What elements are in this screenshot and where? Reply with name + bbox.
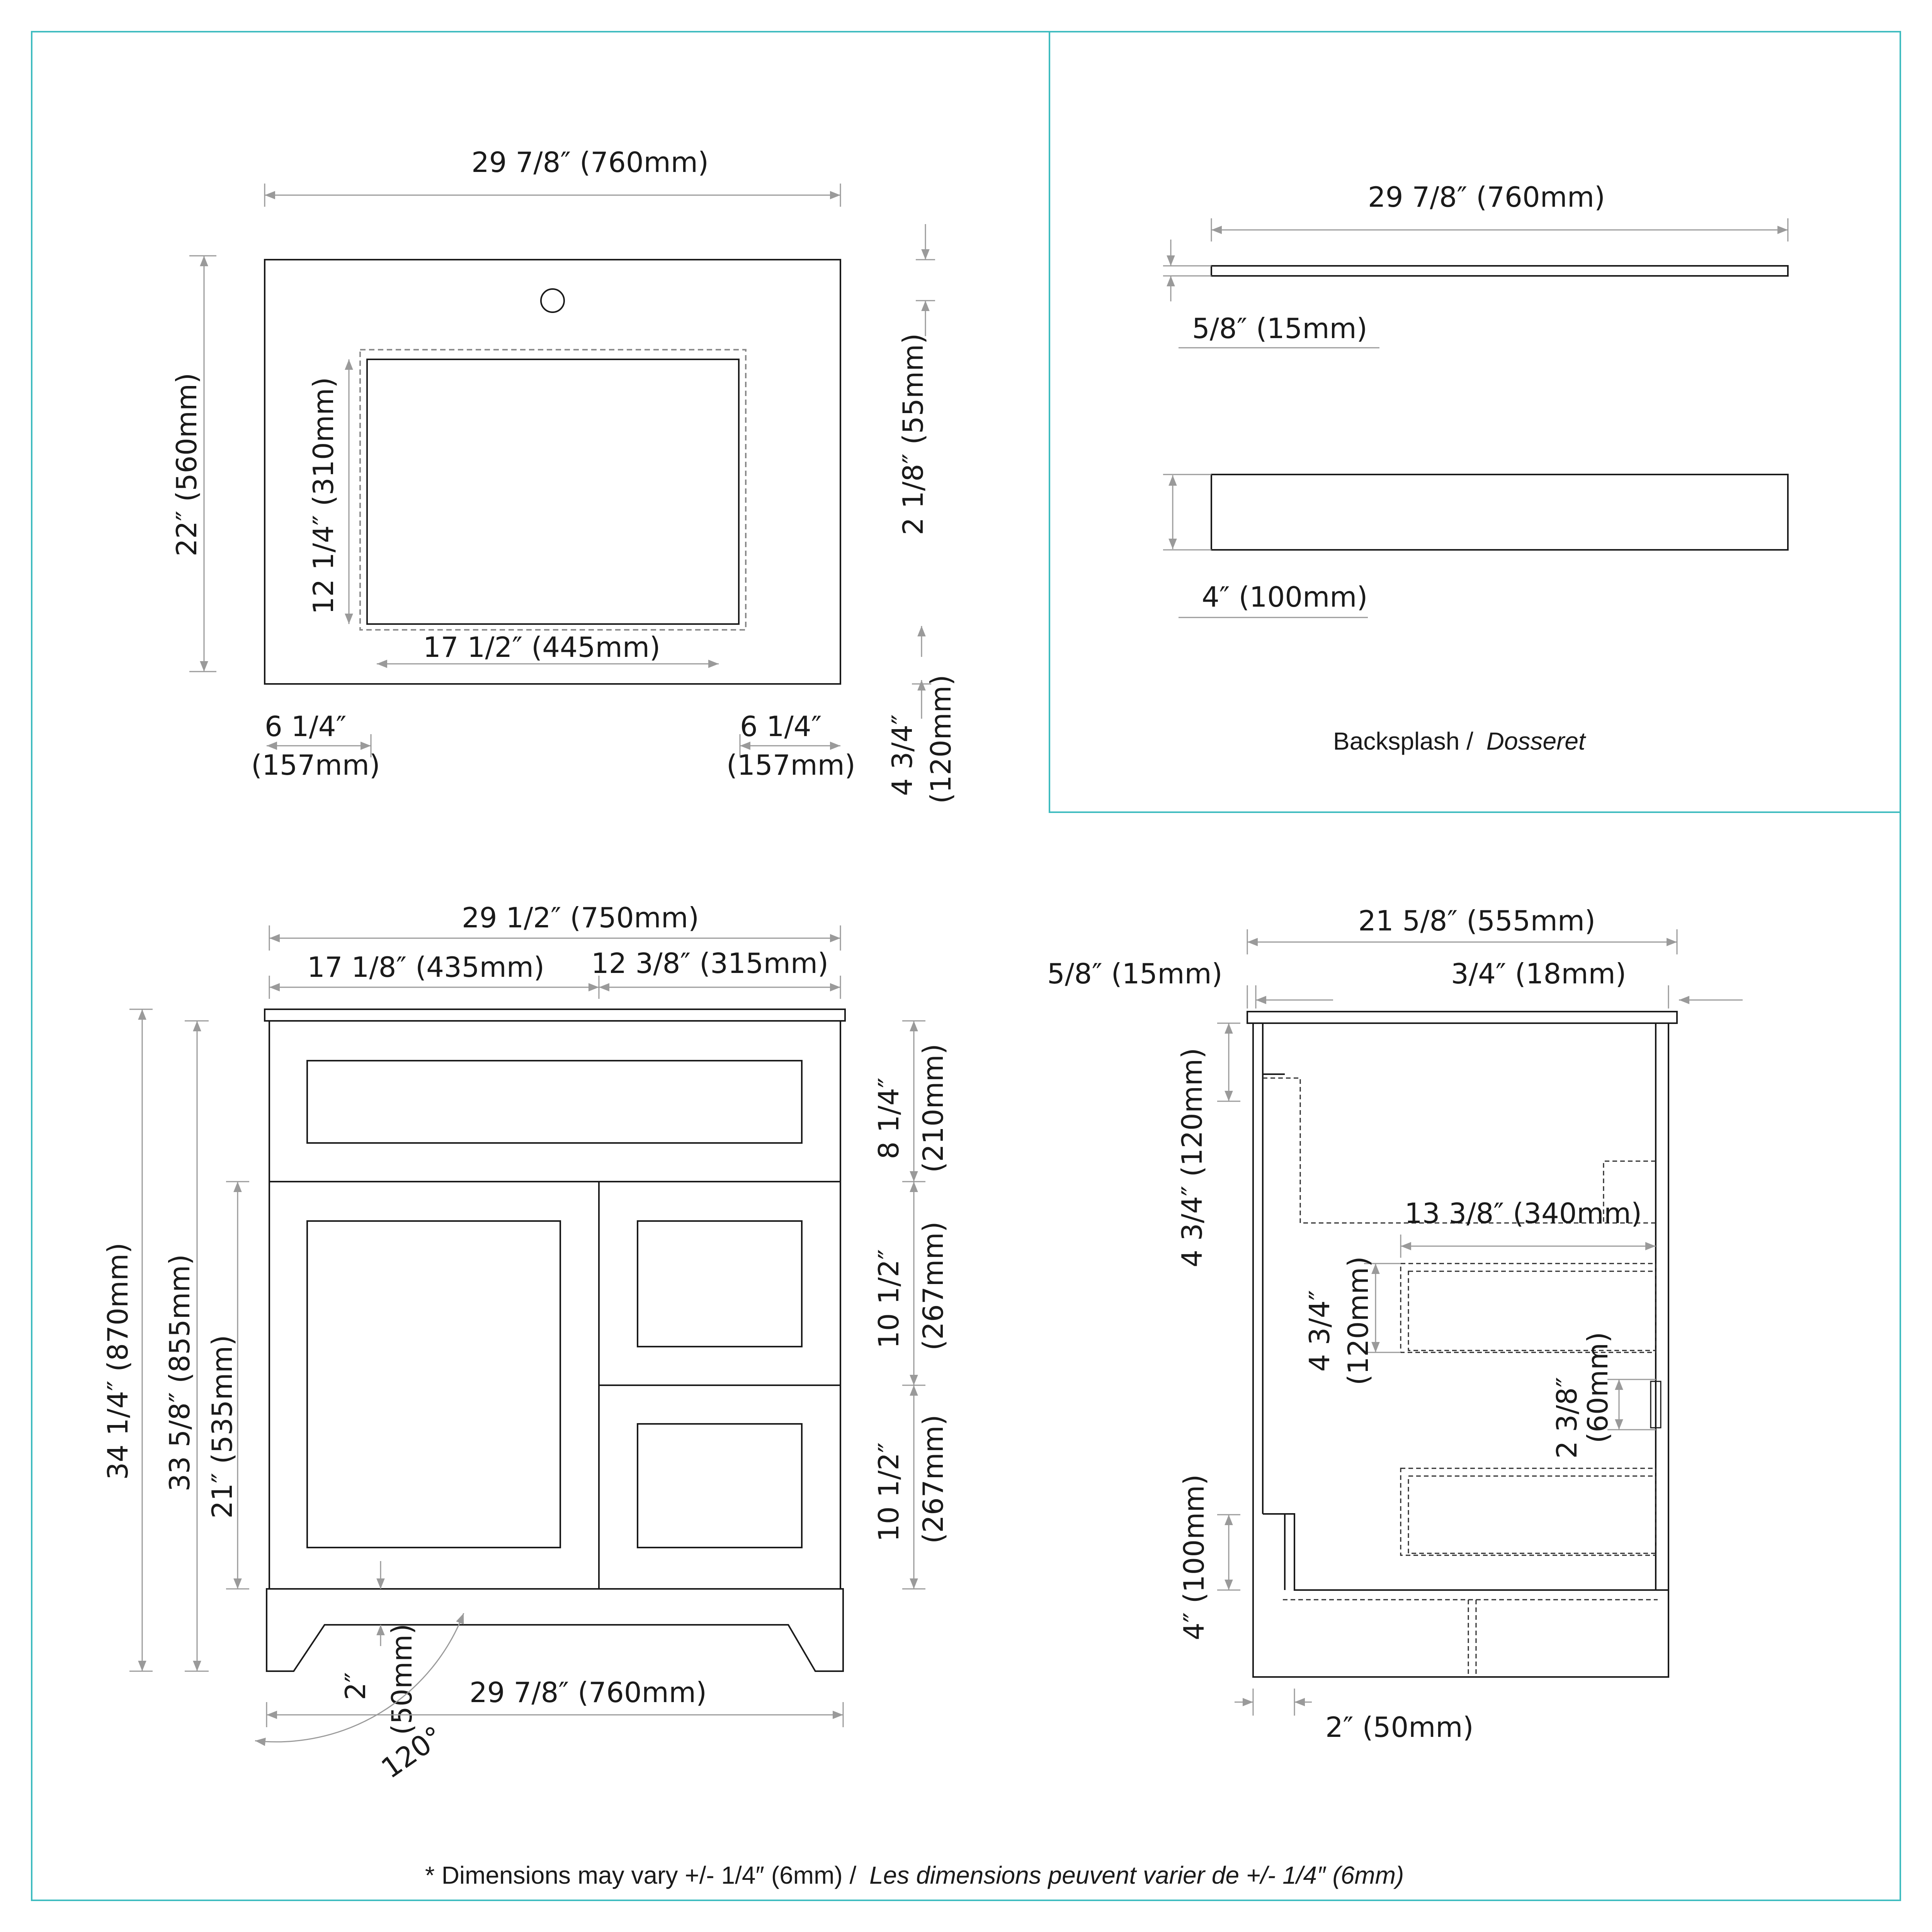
dim-toe: 2″ [339, 1672, 372, 1700]
side-toe-notch [1263, 1514, 1668, 1590]
dim-drawer-h: 4 3/4″ [1303, 1290, 1336, 1372]
dim-left-sect: 17 1/8″ (435mm) [307, 951, 545, 983]
bottom-drawer-panel [638, 1424, 802, 1548]
dim-cab-height: 33 5/8″ (855mm) [163, 1254, 196, 1492]
dim-front-basin-mm: (120mm) [925, 675, 957, 804]
dim-cab-width: 29 1/2″ (750mm) [462, 901, 699, 934]
dim-front-over: 5/8″ (15mm) [1047, 957, 1223, 990]
dim-bottom-space: 4″ (100mm) [1178, 1474, 1210, 1640]
footer-note [425, 1861, 1404, 1889]
basin-outline [367, 359, 739, 624]
dim-base-width: 29 7/8″ (760mm) [469, 1676, 707, 1709]
dim-mid-drawer-mm: (267mm) [917, 1221, 949, 1350]
basin-cutout-dashed [360, 350, 746, 630]
drawer-2-hidden [1401, 1468, 1656, 1555]
dim-toe-depth: 2″ (50mm) [1325, 1711, 1474, 1743]
dim-bs-thickness: 5/8″ (15mm) [1192, 312, 1367, 345]
front-cabinet-body [269, 1021, 840, 1589]
dim-bs-width: 29 7/8″ (760mm) [1368, 181, 1605, 213]
footer-note-en: * Dimensions may vary +/- 1/4″ (6mm) / [425, 1861, 857, 1889]
mid-drawer-panel [638, 1221, 802, 1347]
dim-total-height: 34 1/4″ (870mm) [102, 1242, 134, 1480]
dim-door-height: 21″ (535mm) [206, 1335, 238, 1519]
dim-side-depth: 21 5/8″ (555mm) [1358, 905, 1596, 937]
top-view [170, 146, 957, 804]
dim-left-offset: 6 1/4″ [265, 710, 347, 743]
dim-top-space: 4 3/4″ (120mm) [1176, 1048, 1208, 1267]
backsplash-view [1163, 181, 1788, 755]
footer-note-fr: Les dimensions peuvent varier de +/- 1/4″ (6mm) [869, 1861, 1404, 1889]
dim-bot-drawer-mm: (267mm) [917, 1415, 949, 1544]
front-toe-base [267, 1589, 843, 1671]
dim-faucet: 2 1/8″ (55mm) [897, 333, 929, 535]
dim-bs-height: 4″ (100mm) [1202, 581, 1368, 613]
drawer-1-inner-hidden [1408, 1271, 1656, 1350]
dim-front-basin: 4 3/4″ [886, 714, 918, 796]
side-view [1047, 905, 1743, 1743]
dim-basin-depth: 12 1/4″ (310mm) [307, 377, 340, 614]
dim-mid-drawer: 10 1/2″ [872, 1249, 905, 1349]
backsplash-front-face [1211, 474, 1788, 550]
dim-top-width: 29 7/8″ (760mm) [471, 146, 709, 179]
backsplash-caption [1333, 727, 1586, 755]
dim-drawer-depth: 13 3/8″ (340mm) [1405, 1197, 1642, 1230]
countertop-outline [265, 260, 840, 684]
dim-gap: 2 3/8″ [1551, 1377, 1583, 1459]
front-countertop [265, 1009, 845, 1021]
side-countertop [1247, 1012, 1677, 1023]
dim-toe-mm: (50mm) [386, 1623, 418, 1735]
backsplash-frame [1049, 32, 1900, 812]
caption-en: Backsplash / [1333, 727, 1473, 755]
dim-right-offset-mm: (157mm) [726, 749, 855, 781]
dim-right-sect: 12 3/8″ (315mm) [591, 947, 829, 980]
front-view [102, 901, 949, 1785]
dim-basin-width: 17 1/2″ (445mm) [423, 631, 661, 663]
drawer-2-inner-hidden [1408, 1476, 1656, 1553]
door-panel [307, 1221, 560, 1548]
top-drawer-panel [307, 1061, 802, 1143]
dim-back-panel: 3/4″ (18mm) [1451, 957, 1626, 990]
dim-top-drawer: 8 1/4″ [872, 1077, 905, 1159]
faucet-hole [541, 289, 564, 312]
backsplash-top-edge [1211, 266, 1788, 276]
dim-right-offset: 6 1/4″ [740, 710, 822, 743]
base-hidden [1283, 1600, 1658, 1675]
door-swing-angle: 120° [375, 1719, 449, 1785]
dim-top-depth: 22″ (560mm) [170, 372, 203, 556]
caption-fr: Dosseret [1486, 727, 1585, 755]
dim-bot-drawer: 10 1/2″ [872, 1442, 905, 1542]
dim-top-drawer-mm: (210mm) [917, 1044, 949, 1173]
drawer-1-hidden [1401, 1264, 1656, 1352]
dim-gap-mm: (60mm) [1582, 1332, 1614, 1443]
dim-drawer-h-mm: (120mm) [1342, 1256, 1374, 1385]
dim-left-offset-mm: (157mm) [251, 749, 380, 781]
